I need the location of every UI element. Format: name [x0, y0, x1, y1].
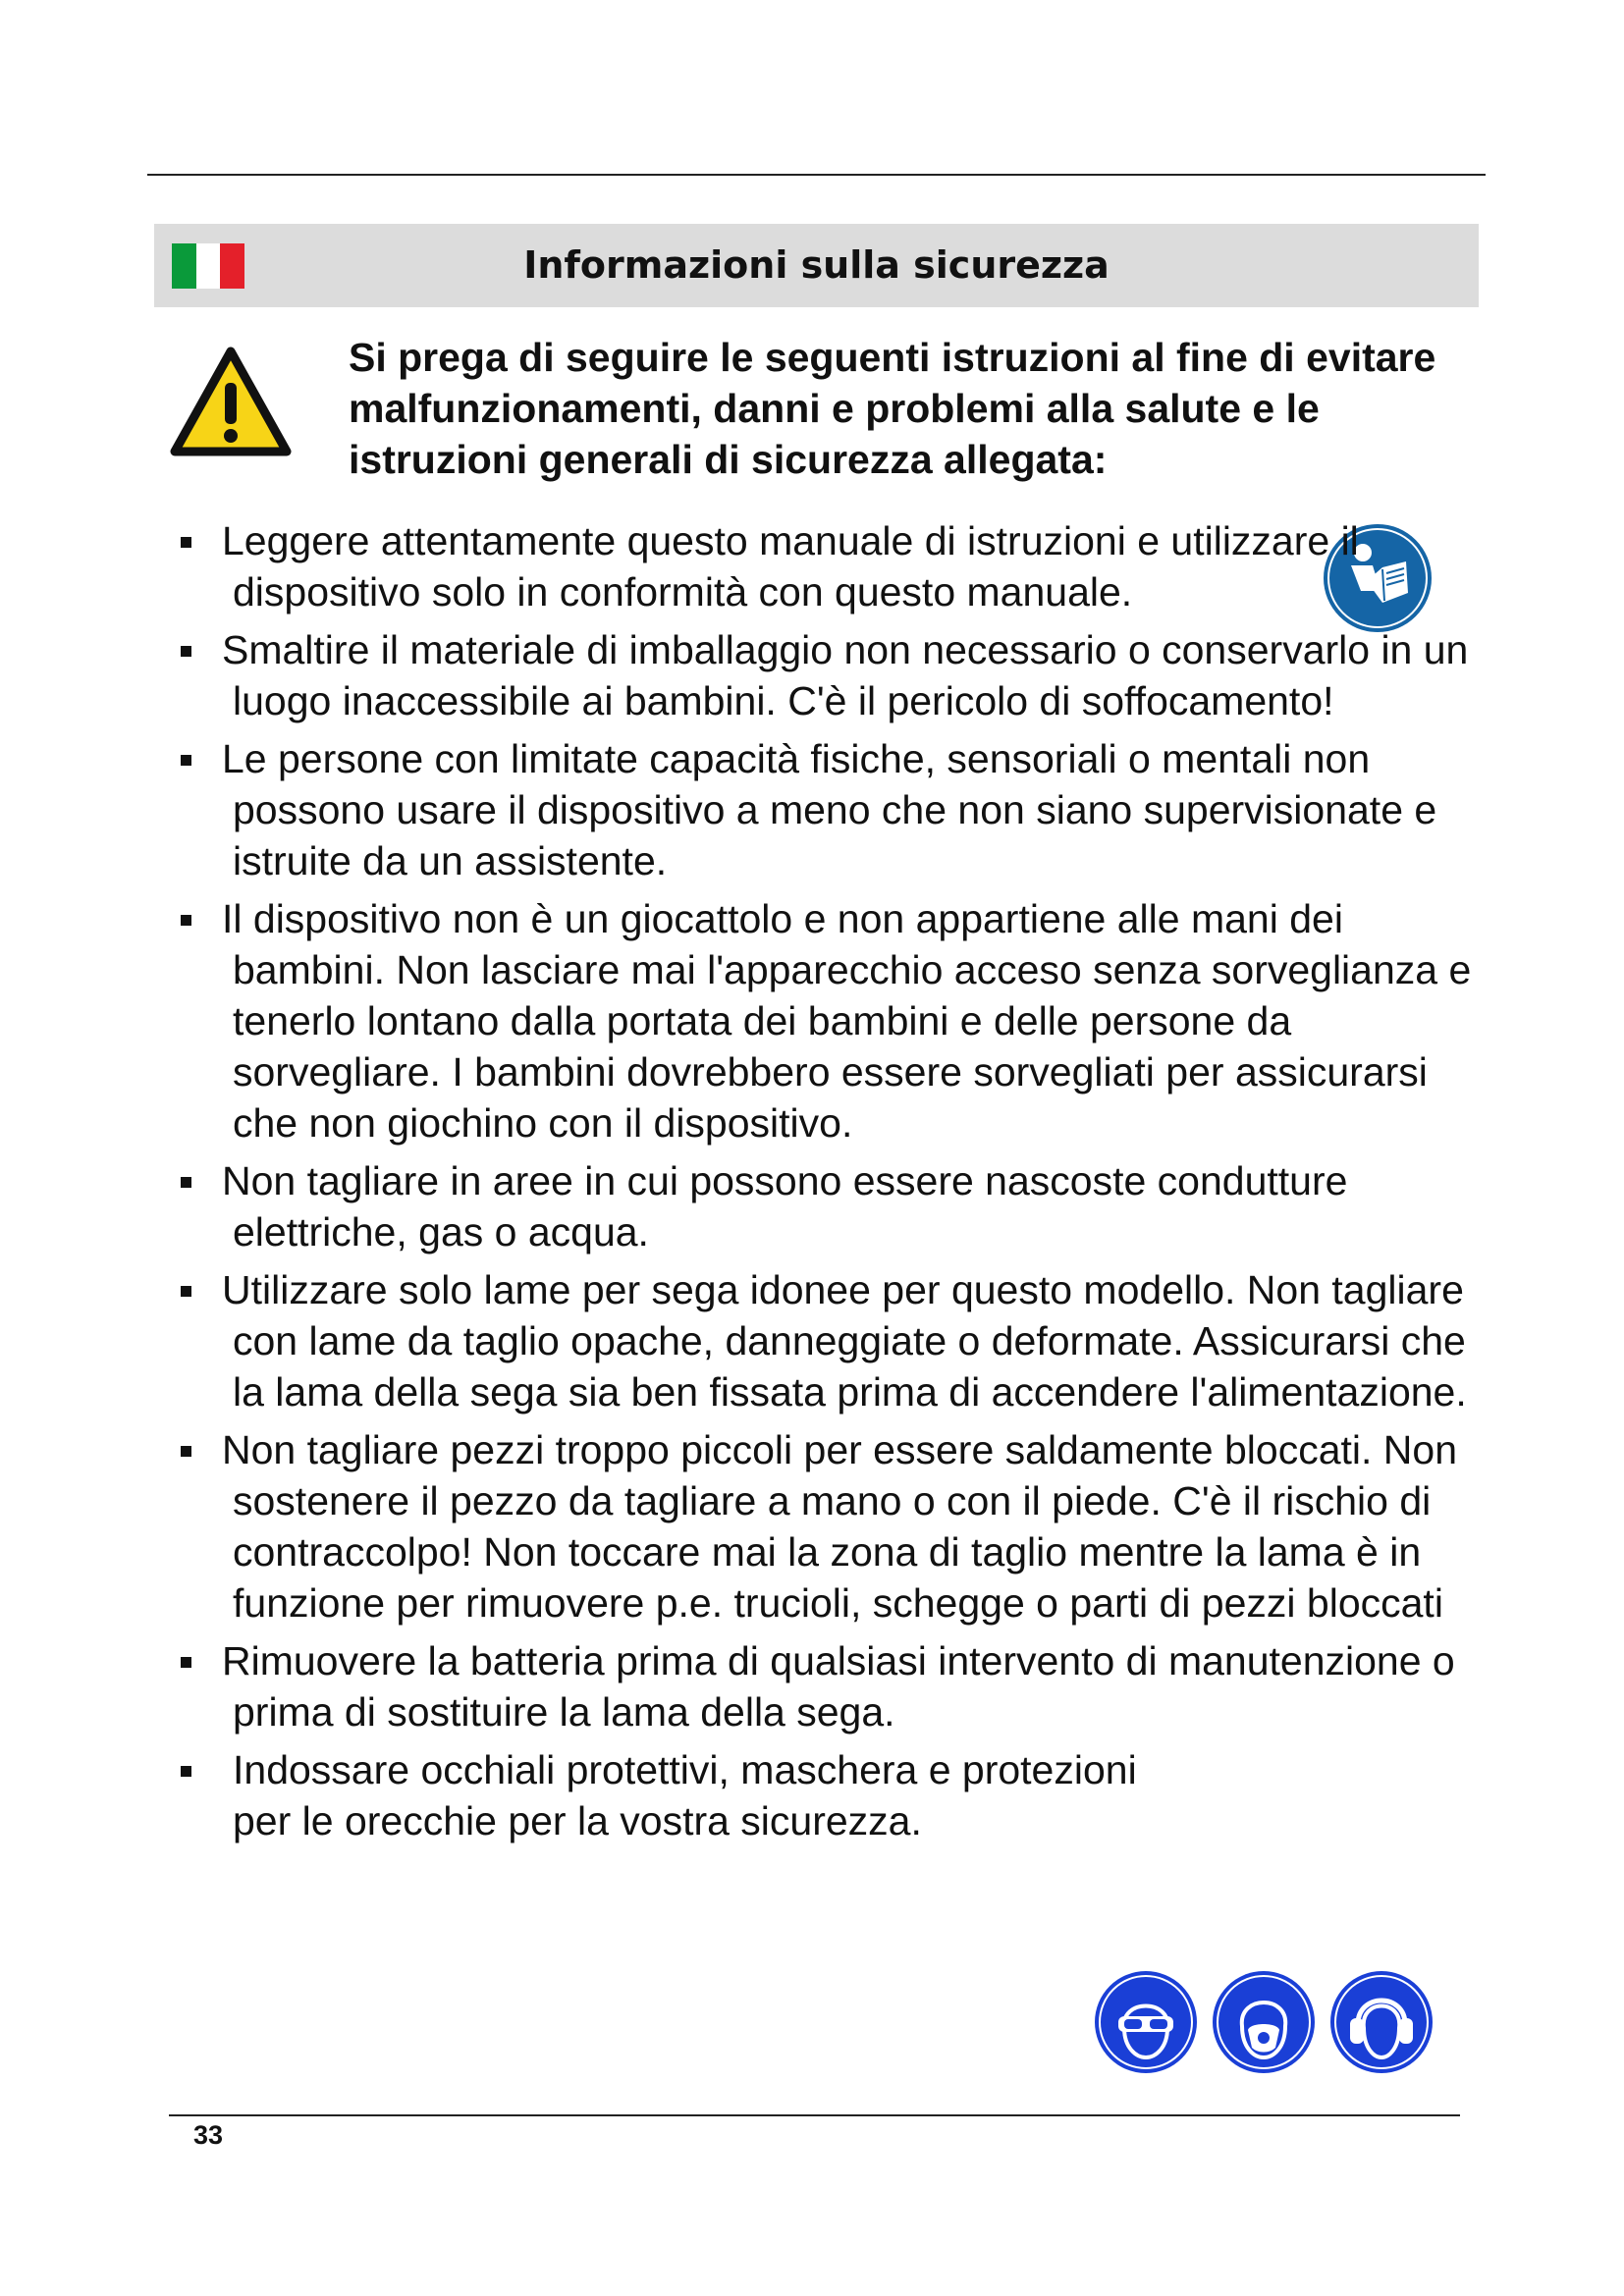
bullet-marker — [181, 1286, 191, 1297]
section-title: Informazioni sulla sicurezza — [523, 243, 1110, 287]
list-item — [177, 1264, 1492, 1417]
list-item — [177, 733, 1492, 886]
ppe-icons — [1093, 1969, 1435, 2075]
list-item — [177, 1424, 1492, 1629]
safety-instructions-list — [177, 515, 1492, 1853]
bullet-marker — [181, 755, 191, 766]
list-item — [177, 1155, 1492, 1257]
list-item-text: Indossare occhiali protettivi, maschera e protezioni per le orecchie per la vostra sicurezza. — [233, 1747, 1137, 1843]
eye-protection-icon — [1093, 1969, 1199, 2075]
bullet-marker — [181, 1766, 191, 1777]
bullet-marker — [181, 1657, 191, 1668]
bullet-marker — [181, 1446, 191, 1457]
list-item-text: Leggere attentamente questo manuale di istruzioni e utilizzare il dispositivo solo in conformità con questo manuale. — [222, 518, 1359, 614]
warning-triangle-icon — [169, 346, 293, 459]
intro-text: Si prega di seguire le seguenti istruzioni al fine di evitare malfunzionamenti, danni e problemi alla salute e le istruzioni generali di sicurezza allegata: — [349, 335, 1436, 482]
list-item — [177, 1744, 1492, 1846]
list-item — [177, 1635, 1492, 1737]
section-header — [154, 224, 1479, 307]
list-item-text: Le persone con limitate capacità fisiche, sensoriali o mentali non possono usare il dispositivo a meno che non siano supervisionate e istruite da un assistente. — [222, 736, 1437, 883]
bullet-marker — [181, 646, 191, 657]
list-item-text: Il dispositivo non è un giocattolo e non appartiene alle mani dei bambini. Non lasciare mai l'apparecchio acceso senza sorveglianza e tenerlo lontano dalla portata dei bambini e delle persone da sorvegliare. I bambini dovrebbero essere sorvegliati per assicurarsi che non giochino con il dispositivo. — [222, 896, 1472, 1146]
list-item-text: Utilizzare solo lame per sega idonee per questo modello. Non tagliare con lame da taglio opache, danneggiate o deformate. Assicurarsi che la lama della sega sia ben fissata prima di accendere l'alimentazione. — [222, 1267, 1467, 1415]
list-item-text: Smaltire il materiale di imballaggio non necessario o conservarlo in un luogo inaccessibile ai bambini. C'è il pericolo di soffocamento! — [222, 627, 1469, 723]
list-item — [177, 515, 1492, 617]
bottom-divider — [169, 2114, 1460, 2116]
bullet-marker — [181, 537, 191, 548]
list-item-text: Rimuovere la batteria prima di qualsiasi intervento di manutenzione o prima di sostituire la lama della sega. — [222, 1638, 1455, 1735]
bullet-marker — [181, 915, 191, 926]
page-number: 33 — [193, 2120, 224, 2150]
face-mask-icon — [1211, 1969, 1317, 2075]
top-divider — [147, 174, 1486, 176]
list-item-text: Non tagliare in aree in cui possono essere nascoste condutture elettriche, gas o acqua. — [222, 1158, 1348, 1255]
list-item-text: Non tagliare pezzi troppo piccoli per essere saldamente bloccati. Non sostenere il pezzo da tagliare a mano o con il piede. C'è il rischio di contraccolpo! Non toccare mai la zona di taglio mentre la lama è in funzione per rimuovere p.e. trucioli, schegge o parti di pezzi bloccati — [222, 1427, 1458, 1626]
list-item — [177, 624, 1492, 726]
ear-protection-icon — [1328, 1969, 1435, 2075]
list-item — [177, 893, 1492, 1148]
bullet-marker — [181, 1177, 191, 1188]
